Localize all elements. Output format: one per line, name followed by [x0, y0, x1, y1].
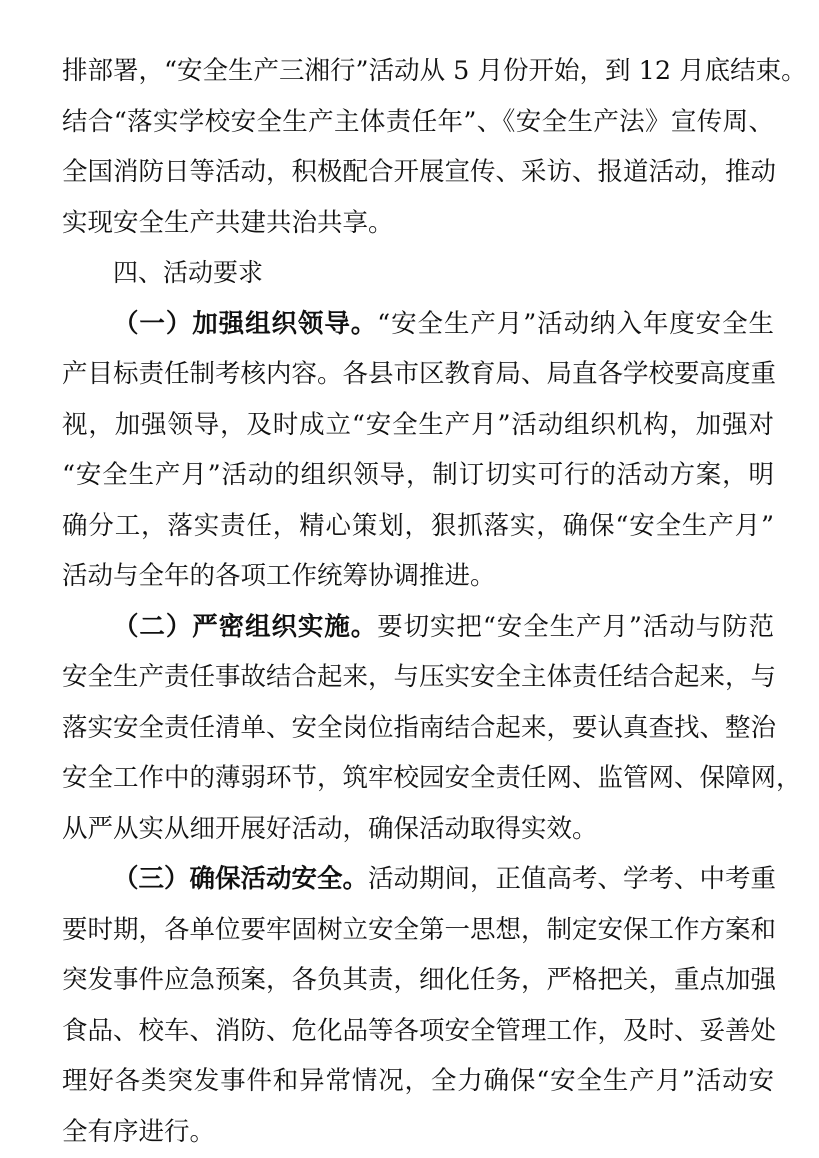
text-line: 理好各类突发事件和异常情况，全力确保“安全生产月”活动安: [62, 1066, 774, 1096]
paragraph-intro: [62, 46, 807, 248]
text-line: 产目标责任制考核内容。各县市区教育局、局直各学校要高度重: [62, 359, 777, 389]
item-3-text: 活动期间，正值高考、学考、中考重: [368, 864, 777, 894]
text-line: 要时期，各单位要牢固树立安全第一思想，制定安保工作方案和: [62, 914, 777, 945]
text-line: 突发事件应急预案，各负其责，细化任务，严格把关，重点加强: [62, 965, 777, 995]
text-line: 安全生产责任事故结合起来，与压实安全主体责任结合起来，与: [62, 662, 777, 692]
text-line: 安全工作中的薄弱环节，筑牢校园安全责任网、监管网、保障网，: [62, 763, 802, 793]
document-body: [62, 46, 807, 1157]
text-line: [62, 854, 777, 905]
item-3-title: （三）确保活动安全。: [113, 864, 369, 894]
text-line: 从严从实从细开展好活动，确保活动取得实效。: [62, 813, 598, 844]
item-1-text: “安全生产月”活动纳入年度安全生: [377, 308, 774, 339]
text-line: 全有序进行。: [62, 1116, 216, 1147]
text-line: 确分工，落实责任，精心策划，狠抓落实，确保“安全生产月”: [62, 510, 774, 541]
text-line: 活动与全年的各项工作统筹协调推进。: [62, 561, 496, 591]
item-1-title: （一）加强组织领导。: [113, 308, 378, 339]
text-line: [62, 299, 774, 350]
item-1-paragraph: [62, 299, 777, 602]
text-line: 食品、校车、消防、危化品等各项安全管理工作，及时、妥善处: [62, 1015, 777, 1046]
text-line: 排部署，“安全生产三湘行”活动从 5 月份开始，到 12 月底结束。: [62, 56, 807, 86]
text-line: [62, 602, 774, 653]
item-2-title: （二）严密组织实施。: [113, 611, 378, 642]
text-line: 全国消防日等活动，积极配合开展宣传、采访、报道活动，推动: [62, 157, 777, 187]
text-line: 实现安全生产共建共治共享。: [62, 207, 394, 238]
text-line: “安全生产月”活动的组织领导，制订切实可行的活动方案，明: [62, 460, 774, 490]
item-2-paragraph: [62, 602, 802, 855]
text-line: 结合“落实学校安全生产主体责任年”、《安全生产法》宣传周、: [62, 106, 774, 137]
item-2-text: 要切实把“安全生产月”活动与防范: [377, 611, 774, 642]
section-heading: 四、活动要求: [113, 258, 264, 287]
item-3-paragraph: [62, 854, 777, 1157]
text-line: 落实安全责任清单、安全岗位指南结合起来，要认真查找、整治: [62, 712, 777, 743]
text-line: 视，加强领导，及时成立“安全生产月”活动组织机构，加强对: [62, 409, 774, 440]
